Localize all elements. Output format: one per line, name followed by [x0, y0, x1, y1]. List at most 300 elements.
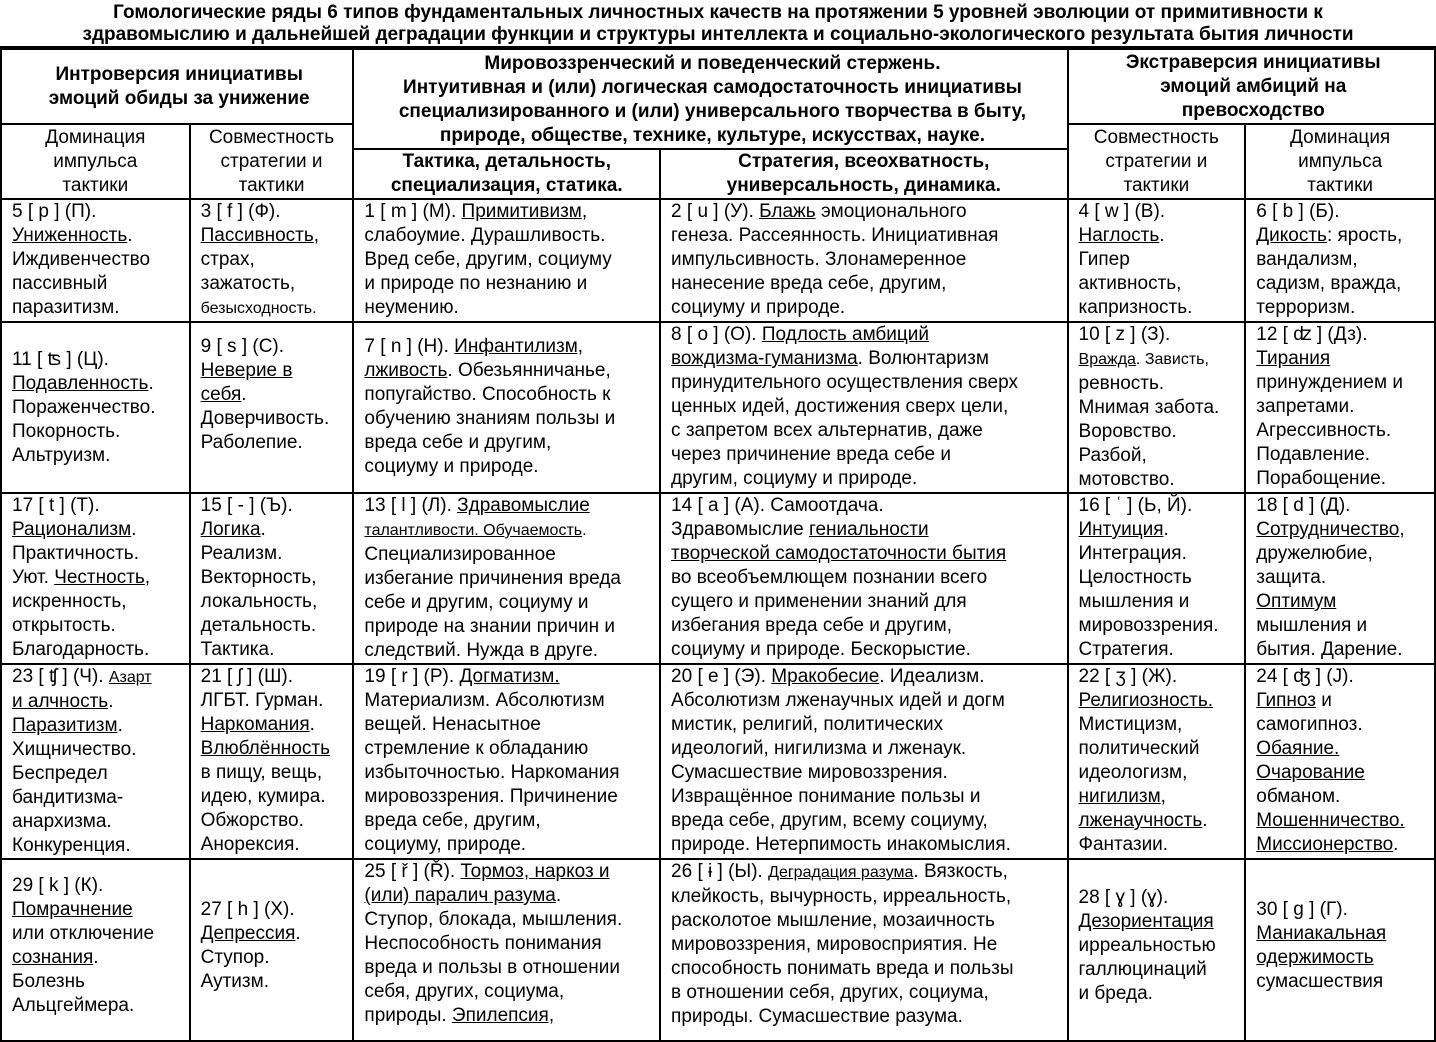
header-core: Мировоззренческий и поведенческий стержень. Интуитивная и (или) логическая самодостаточность инициативы специализированного и (или) универсального творчества в быту, природе, обществе, технике, культуре, искусствах, науке.: [353, 49, 1067, 149]
cell-line: [364, 884, 653, 908]
cell-line: [1079, 910, 1239, 934]
cell-1-comp-right: [1068, 199, 1246, 322]
cell-text: импульсивность. Злонамеренное: [671, 249, 967, 270]
cell-text: Целостность: [1078, 567, 1192, 588]
cell-text: природе. Нетерпимость инакомыслия.: [671, 834, 1011, 855]
cell-line: [12, 494, 183, 518]
cell-line: [1079, 566, 1239, 590]
cell-text: активность,: [1078, 273, 1182, 294]
cell-line: [201, 638, 347, 662]
cell-text: политический: [1078, 738, 1200, 759]
cell-line: [671, 957, 1060, 981]
page-title: [0, 0, 1436, 48]
cell-line: [1079, 272, 1239, 296]
cell-text: 28 [ ɣ ] (ɣ).: [1078, 887, 1169, 908]
cell-text: социуму, природе.: [364, 834, 527, 855]
cell-text: Практичность.: [12, 543, 139, 564]
cell-line: [201, 922, 347, 946]
cell-text: Разбой,: [1078, 445, 1147, 466]
cell-line: [1256, 395, 1428, 419]
cell-text: Блажь: [759, 201, 816, 222]
cell-line: [12, 714, 183, 738]
cell-line: [1079, 958, 1239, 982]
cell-line: [12, 248, 183, 272]
cell-line: [201, 898, 347, 922]
cell-text: искренность,: [12, 591, 127, 612]
cell-text: другим, социуму и природе.: [671, 468, 918, 489]
cell-line: [12, 444, 183, 468]
cell-line: [1079, 347, 1239, 372]
cell-line: [1256, 922, 1428, 946]
cell-line: [364, 761, 653, 785]
cell-line: [1079, 420, 1239, 444]
cell-text: вреда и пользы в отношении: [364, 957, 620, 978]
cell-text: Сумасшествие мировоззрения.: [671, 762, 948, 783]
cell-line: [1256, 809, 1428, 833]
cell-text: паразитизм.: [12, 297, 120, 318]
cell-line: [201, 665, 347, 689]
cell-line: [201, 737, 347, 761]
cell-line: [201, 407, 347, 431]
cell-text: 3 [ f ] (Ф).: [200, 201, 281, 222]
cell-text: 6 [ b ] (Б).: [1256, 201, 1340, 222]
cell-line: [1256, 272, 1428, 296]
cell-text: избыточностью. Наркомания: [364, 762, 620, 783]
cell-line: [364, 200, 653, 224]
cell-text: социуму и природе.: [364, 456, 539, 477]
cell-text: Депрессия: [200, 923, 296, 944]
cell-text: Подавленность: [12, 372, 149, 394]
cell-line: [364, 908, 653, 932]
cell-text: идеологизм,: [1078, 762, 1188, 783]
cell-line: [364, 833, 653, 857]
cell-text: себя, других, социума,: [364, 981, 565, 1002]
cell-text: бандитизма-: [12, 787, 124, 808]
cell-line: [364, 932, 653, 956]
cell-text: и бреда.: [1078, 983, 1153, 1004]
cell-text: самогипноз.: [1256, 714, 1363, 735]
cell-text: творческой самодостаточности бытия: [671, 543, 1007, 564]
cell-text: Конкуренция.: [12, 835, 131, 856]
cell-text: талантливости. Обучаемость: [364, 522, 583, 539]
cell-text: сознания: [12, 947, 94, 968]
cell-line: [1256, 946, 1428, 970]
cell-line: [12, 810, 183, 834]
cell-text: сущего и применении знаний для: [671, 591, 967, 612]
cell-3-comp-left: [190, 493, 354, 664]
cell-text: Тактика.: [200, 639, 275, 660]
cell-line: [671, 713, 1060, 737]
cell-text: природы. Сумасшествие разума.: [671, 1006, 963, 1027]
cell-text: Азарт: [108, 669, 152, 686]
cell-line: [364, 335, 653, 359]
cell-line: [364, 296, 653, 320]
header-extraversion: Экстраверсия инициативы эмоций амбиций на превосходство: [1068, 49, 1435, 124]
cell-text: эмоционального: [815, 201, 967, 222]
cell-text: 4 [ w ] (В).: [1078, 201, 1166, 222]
header-introversion: Интроверсия инициативы эмоций обиды за унижение: [1, 49, 353, 124]
cell-text: социуму и природе. Бескорыстие.: [671, 639, 971, 660]
cell-line: [201, 296, 347, 321]
cell-line: [364, 689, 653, 713]
cell-line: [1256, 713, 1428, 737]
cell-line: [1079, 494, 1239, 518]
cell-line: [201, 761, 347, 785]
cell-text: ,: [144, 567, 151, 588]
cell-line: [671, 689, 1060, 713]
cell-line: [364, 785, 653, 809]
cell-line: [1256, 296, 1428, 320]
cell-4-dom-right: [1245, 664, 1435, 859]
cell-line: [671, 323, 1060, 347]
cell-line: [1256, 689, 1428, 713]
cell-text: Помрачнение: [12, 899, 133, 920]
cell-line: [1256, 494, 1428, 518]
cell-line: [1079, 689, 1239, 713]
cell-text: 10 [ z ] (З).: [1078, 324, 1171, 345]
cell-1-dom-right: [1245, 199, 1435, 322]
cell-line: [364, 639, 653, 663]
cell-text: . Зависть,: [1135, 351, 1209, 368]
cell-text: нанесение вреда себе, другим,: [671, 273, 947, 294]
cell-line: [364, 224, 653, 248]
cell-text: 9 [ s ] (С).: [200, 336, 285, 357]
cell-text: 11 [ ʦ ] (Ц).: [12, 348, 109, 370]
cell-text: в пищу, вещь,: [200, 762, 323, 783]
cell-text: следствий. Нужда в друге.: [364, 640, 599, 661]
cell-text: защита.: [1256, 567, 1327, 588]
cell-line: [201, 200, 347, 224]
cell-line: [201, 248, 347, 272]
cell-text: Альтруизм.: [12, 444, 111, 466]
cell-line: [1079, 737, 1239, 761]
cell-text: себя: [200, 384, 242, 405]
cell-text: ,: [313, 225, 320, 246]
cell-text: ,: [581, 201, 588, 222]
cell-line: [1256, 248, 1428, 272]
cell-text: зажатость,: [200, 273, 296, 294]
cell-line: [1079, 224, 1239, 248]
cell-text: Ступор, блокада, мышления.: [364, 909, 623, 930]
cell-line: [12, 518, 183, 542]
cell-text: Мистицизм,: [1078, 714, 1183, 735]
cell-3-dom-right: [1245, 493, 1435, 664]
cell-line: [12, 834, 183, 858]
cell-text: с запретом всех альтернатив, даже: [671, 420, 983, 441]
cell-line: [1079, 296, 1239, 320]
cell-text: Альцгеймера.: [12, 995, 135, 1016]
cell-line: [1256, 518, 1428, 542]
cell-line: [12, 396, 183, 420]
header-dom-left: Доминация импульса тактики: [1, 124, 190, 199]
cell-line: [1079, 444, 1239, 468]
cell-text: мышления и: [1078, 591, 1190, 612]
cell-text: мышления и: [1256, 615, 1368, 636]
cell-text: Хищничество.: [12, 739, 137, 760]
cell-line: [671, 371, 1060, 395]
cell-text: Неспособность понимания: [364, 933, 602, 954]
cell-text: дружелюбие,: [1256, 543, 1373, 564]
cell-text: лживость: [364, 360, 448, 381]
cell-text: . Обезьянничанье,: [447, 360, 611, 381]
cell-line: [1079, 200, 1239, 224]
cell-text: во всеобъемлющем познании всего: [671, 567, 988, 588]
cell-text: Фантазии.: [1078, 834, 1169, 855]
cell-text: слабоумие. Дурашливость.: [364, 225, 606, 246]
cell-line: [201, 383, 347, 407]
cell-line: [12, 372, 183, 396]
cell-text: одержимость: [1256, 947, 1374, 968]
cell-text: : ярость,: [1326, 225, 1403, 246]
cell-line: [1256, 323, 1428, 347]
cell-line: [1256, 833, 1428, 857]
cell-line: [12, 590, 183, 614]
cell-text: идеологий, нигилизма и лженаук.: [671, 738, 967, 759]
cell-text: Специализированное: [364, 544, 556, 565]
cell-line: [12, 224, 183, 248]
cell-line: [1256, 419, 1428, 443]
cell-line: [671, 518, 1060, 542]
cell-2-dom-right: [1245, 322, 1435, 493]
cell-line: [1079, 638, 1239, 662]
cell-line: [671, 909, 1060, 933]
cell-line: [1256, 542, 1428, 566]
cell-text: .: [295, 923, 301, 944]
cell-text: 14 [ a ] (А). Самоотдача.: [671, 495, 884, 516]
cell-text: 15 [ - ] (Ъ).: [200, 495, 293, 516]
cell-5-strategy: [660, 859, 1067, 1041]
cell-text: Миссионерство: [1256, 834, 1394, 855]
cell-text: сумасшествия: [1256, 971, 1384, 992]
cell-text: 23 [ ʧ ] (Ч).: [12, 666, 109, 687]
cell-line: [1079, 248, 1239, 272]
cell-text: Логика: [200, 519, 261, 540]
cell-text: Обаяние.: [1256, 738, 1340, 759]
cell-line: [1256, 566, 1428, 590]
cell-text: безысходность.: [200, 300, 317, 317]
cell-text: .: [555, 885, 562, 906]
cell-text: 17 [ t ] (Т).: [12, 495, 100, 516]
cell-text: принудительного осуществления сверх: [671, 372, 1018, 393]
cell-line: [364, 665, 653, 689]
cell-text: Материализм. Абсолютизм: [364, 690, 605, 711]
cell-text: .: [260, 519, 266, 540]
cell-text: и: [1315, 690, 1332, 711]
cell-line: [364, 455, 653, 479]
cell-text: стремление к обладанию: [364, 738, 589, 759]
cell-line: [671, 885, 1060, 909]
cell-line: [12, 762, 183, 786]
cell-line: [1079, 590, 1239, 614]
cell-line: [1079, 323, 1239, 347]
cell-line: [201, 224, 347, 248]
cell-1-tactic: [353, 199, 660, 322]
header-dom-right: Доминация импульса тактики: [1245, 124, 1435, 199]
cell-line: [364, 956, 653, 980]
cell-text: Наркомания: [200, 714, 310, 735]
cell-text: Деградация разума: [768, 864, 914, 881]
cell-text: 20 [ e ] (Э).: [671, 666, 772, 687]
cell-4-tactic: [353, 664, 660, 859]
cell-text: Честность: [54, 567, 145, 588]
cell-line: [1079, 665, 1239, 689]
cell-line: [12, 420, 183, 444]
cell-text: мировоззрения, мировосприятия. Не: [671, 934, 998, 955]
cell-3-strategy: [660, 493, 1067, 664]
cell-3-dom-left: [1, 493, 190, 664]
header-tactic: Тактика, детальность, специализация, статика.: [353, 149, 660, 199]
cell-line: [1079, 542, 1239, 566]
cell-line: [12, 296, 183, 320]
cell-text: Гипноз: [1256, 690, 1316, 711]
cell-line: [364, 809, 653, 833]
cell-line: [12, 922, 183, 946]
cell-line: [12, 690, 183, 714]
cell-line: [671, 614, 1060, 638]
cell-text: обучению знаниям пользы и: [364, 408, 616, 429]
cell-line: [201, 518, 347, 542]
cell-line: [12, 665, 183, 690]
cell-text: Интуиция: [1078, 519, 1164, 540]
cell-text: Мракобесие: [771, 666, 880, 687]
cell-text: Наглость: [1078, 225, 1160, 246]
cell-text: .: [117, 715, 123, 736]
cell-line: [671, 467, 1060, 491]
cell-text: природы.: [364, 1005, 452, 1026]
cell-line: [12, 994, 183, 1018]
cell-line: [1079, 396, 1239, 420]
cell-text: . Волюнтаризм: [857, 348, 989, 369]
cell-text: Болезнь: [12, 971, 85, 992]
cell-line: [1079, 468, 1239, 492]
cell-line: [201, 809, 347, 833]
cell-text: терроризм.: [1256, 297, 1356, 318]
cell-text: Ступор.: [200, 947, 270, 968]
cell-line: [201, 713, 347, 737]
cell-text: .: [108, 691, 114, 712]
cell-text: Анорексия.: [200, 834, 300, 855]
cell-text: запретами.: [1256, 396, 1355, 417]
cell-line: [364, 248, 653, 272]
cell-text: 29 [ k ] (К).: [12, 875, 104, 896]
cell-2-strategy: [660, 322, 1067, 493]
cell-text: избегание причинения вреда: [364, 568, 621, 589]
cell-4-strategy: [660, 664, 1067, 859]
cell-line: [201, 335, 347, 359]
cell-text: Влюблённость: [200, 738, 330, 759]
cell-text: .: [582, 522, 587, 539]
cell-text: (или) паралич разума: [364, 885, 556, 906]
cell-line: [671, 833, 1060, 857]
cell-text: Эпилепсия,: [451, 1005, 555, 1026]
cell-text: Инфантилизм,: [454, 336, 584, 357]
cell-text: принуждением и: [1256, 372, 1403, 393]
cell-text: Догматизм.: [459, 666, 560, 687]
cell-text: Доверчивость.: [200, 408, 330, 429]
level-row-4: [1, 664, 1435, 859]
cell-line: [671, 419, 1060, 443]
cell-5-dom-left: [1, 859, 190, 1041]
cell-line: [671, 248, 1060, 272]
cell-text: вреда себе, другим,: [364, 810, 541, 831]
cell-line: [671, 860, 1060, 885]
cell-line: [671, 224, 1060, 248]
cell-line: [671, 590, 1060, 614]
cell-line: [364, 272, 653, 296]
cell-text: Воровство.: [1078, 421, 1177, 442]
cell-line: [1256, 761, 1428, 785]
cell-line: [1256, 371, 1428, 395]
cell-1-dom-left: [1, 199, 190, 322]
header-strategy: Стратегия, всеохватность, универсальность, динамика.: [660, 149, 1067, 199]
header-comp-left: Совместность стратегии и тактики: [190, 124, 354, 199]
cell-text: . Идеализм.: [879, 666, 985, 687]
cell-text: ценных идей, достижения сверх цели,: [671, 396, 1009, 417]
cell-text: 16 [ ʿ ] (Ь, Й).: [1078, 495, 1193, 516]
cell-text: .: [309, 714, 315, 735]
cell-text: 18 [ d ] (Д).: [1256, 495, 1351, 516]
cell-text: мировоззрения. Причинение: [364, 786, 618, 807]
cell-text: Тирания: [1256, 348, 1331, 369]
cell-line: [671, 494, 1060, 518]
cell-text: 13 [ l ] (Л).: [364, 495, 458, 516]
cell-text: пассивный: [12, 273, 108, 294]
cell-text: Пассивность: [200, 225, 314, 246]
cell-text: через причинение вреда себе и: [671, 444, 951, 465]
cell-text: 27 [ h ] (Х).: [200, 899, 295, 920]
cell-text: 5 [ p ] (П).: [12, 201, 97, 222]
cell-text: Интеграция.: [1078, 543, 1187, 564]
cell-line: [12, 200, 183, 224]
cell-text: Сотрудничество: [1256, 519, 1400, 540]
cell-line: [201, 566, 347, 590]
cell-line: [201, 785, 347, 809]
cell-text: избегания вреда себе и другим,: [671, 615, 952, 636]
cell-5-tactic: [353, 859, 660, 1041]
cell-text: .: [93, 947, 99, 968]
cell-line: [1079, 982, 1239, 1006]
cell-text: мистик, религий, политических: [671, 714, 944, 735]
cell-text: Очарование: [1256, 762, 1365, 783]
cell-line: [1256, 200, 1428, 224]
cell-text: Подавление.: [1256, 444, 1370, 465]
cell-text: обманом.: [1256, 786, 1341, 807]
cell-text: Паразитизм: [12, 715, 118, 736]
cell-2-dom-left: [1, 322, 190, 493]
cell-text: в отношении себя, других, социума,: [671, 982, 989, 1003]
cell-text: Раболепие.: [200, 432, 303, 453]
cell-text: социуму и природе.: [671, 297, 846, 318]
cell-text: Уют.: [12, 567, 55, 588]
cell-text: .: [1163, 519, 1169, 540]
cell-text: ревность.: [1078, 373, 1165, 394]
cell-line: [12, 970, 183, 994]
cell-text: 7 [ n ] (Н).: [364, 336, 455, 357]
cell-line: [671, 737, 1060, 761]
cell-line: [12, 348, 183, 372]
cell-text: вандализм,: [1256, 249, 1358, 270]
cell-line: [1079, 886, 1239, 910]
cell-2-comp-right: [1068, 322, 1246, 493]
cell-text: Мнимая забота.: [1078, 397, 1220, 418]
cell-text: Агрессивность.: [1256, 420, 1392, 441]
cell-line: [671, 981, 1060, 1005]
cell-line: [201, 431, 347, 455]
cell-text: Дикость: [1256, 225, 1327, 246]
cell-text: Маниакальная: [1256, 923, 1387, 944]
cell-line: [364, 407, 653, 431]
cell-line: [1079, 785, 1239, 809]
